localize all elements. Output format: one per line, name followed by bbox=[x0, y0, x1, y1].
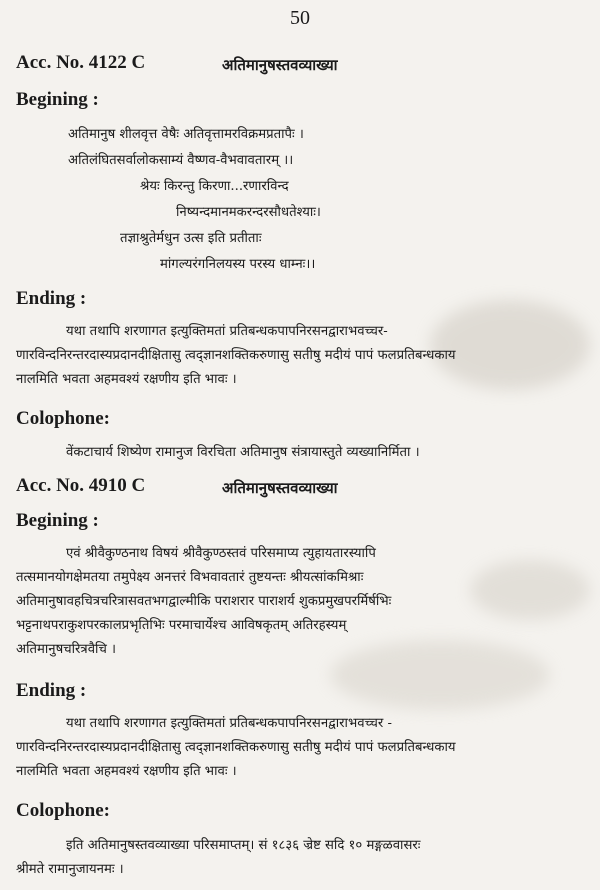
entry-title: अतिमानुषस्तवव्याख्या bbox=[222, 479, 338, 497]
text-line: अतिमानुषचरित्रवैचि । bbox=[16, 642, 117, 657]
ending-heading: Ending : bbox=[16, 680, 87, 701]
verse-line: निष्यन्दमानमकरन्दरसौधतेश्याः। bbox=[176, 205, 321, 220]
begining-paragraph bbox=[16, 542, 584, 662]
text-line: णारविन्दनिरन्तरदास्यप्रदानदीक्षितासु त्वद्ज्ञानशक्तिकरुणासु सतीषु मदीयं पापं फलप्रतिबन्धकाय bbox=[16, 740, 456, 755]
ending-heading: Ending : bbox=[16, 288, 87, 309]
colophone-heading: Colophone: bbox=[16, 800, 110, 821]
text-line: यथा तथापि शरणागत इत्युक्तिमतां प्रतिबन्धकपापनिरसनद्वाराभवच्चर - bbox=[66, 716, 392, 731]
ending-paragraph bbox=[16, 320, 584, 392]
text-line: णारविन्दनिरन्तरदास्यप्रदानदीक्षितासु त्वद्ज्ञानशक्तिकरुणासु सतीषु मदीयं पापं फलप्रतिबन्धकाय bbox=[16, 348, 456, 363]
text-line: नालमिति भवता अहमवश्यं रक्षणीय इति भावः । bbox=[16, 372, 237, 387]
text-line: यथा तथापि शरणागत इत्युक्तिमतां प्रतिबन्धकपापनिरसनद्वाराभवच्चर- bbox=[66, 324, 388, 339]
text-line: एवं श्रीवैकुण्ठनाथ विषयं श्रीवैकुण्ठस्तवं परिसमाप्य त्युहायतारस्यापि bbox=[66, 546, 376, 561]
begining-heading: Begining : bbox=[16, 510, 99, 531]
accession-number: Acc. No. 4122 C bbox=[16, 52, 146, 73]
entry-title: अतिमानुषस्तवव्याख्या bbox=[222, 56, 338, 74]
text-line: भट्टनाथपराकुशपरकालप्रभृतिभिः परमाचार्येश्च आविषकृतम् अतिरहस्यम् bbox=[16, 618, 347, 633]
colophone-heading: Colophone: bbox=[16, 408, 110, 429]
page-number: 50 bbox=[290, 7, 310, 29]
text-line: इति अतिमानुषस्तवव्याख्या परिसमाप्तम्। सं १८३६ ज्रेष्ट सदि १० मङ्गळवासरः bbox=[66, 838, 421, 853]
text-line: नालमिति भवता अहमवश्यं रक्षणीय इति भावः । bbox=[16, 764, 237, 779]
begining-heading: Begining : bbox=[16, 89, 99, 110]
ending-paragraph bbox=[16, 712, 584, 784]
verse-line: अतिमानुष शीलवृत्त वेषैः अतिवृत्तामरविक्रमप्रतापैः । bbox=[68, 127, 304, 142]
colophone-paragraph bbox=[16, 834, 584, 882]
verse-line: श्रेयः किरन्तु किरणा...रणारविन्द bbox=[140, 179, 289, 194]
verse-line: मांगल्यरंगनिलयस्य परस्य धाम्नः।। bbox=[160, 257, 316, 272]
verse-line: तज्ञाश्रुतेर्मधुन उत्स इति प्रतीताः bbox=[120, 231, 262, 246]
accession-number: Acc. No. 4910 C bbox=[16, 475, 146, 496]
text-line: अतिमानुषावहचित्रचरित्रासवतभगद्वाल्मीकि पराशरार पाराशर्य शुकप्रमुखपरर्मिर्षभिः bbox=[16, 594, 392, 609]
text-line: तत्समानयोगक्षेमतया तमुपेक्ष्य अनत्तरं विभवावतारं तुष्टयन्तः श्रीयत्सांकमिश्राः bbox=[16, 570, 364, 585]
verse-line: अतिलंघितसर्वालोकसाम्यं वैष्णव-वैभवावतारम् ।। bbox=[68, 153, 294, 168]
colophone-line: वेंकटाचार्य शिष्येण रामानुज विरचिता अतिमानुष संत्रायास्तुते व्यख्यानिर्मिता । bbox=[66, 445, 420, 460]
text-line: श्रीमते रामानुजायनमः । bbox=[16, 862, 124, 877]
